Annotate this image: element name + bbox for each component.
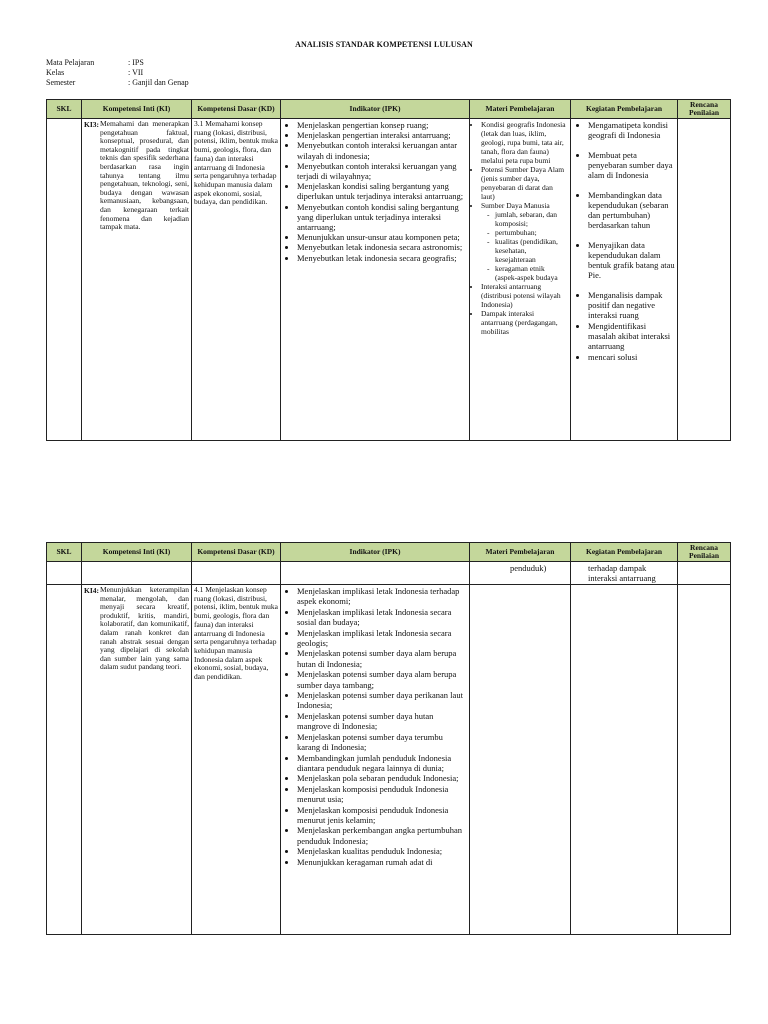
- header-ki: Kompetensi Inti (KI): [82, 543, 192, 562]
- cell-penilaian: [678, 562, 731, 585]
- ki-code: KI4:: [84, 586, 99, 595]
- kegiatan-item: • mencari solusi: [588, 352, 675, 362]
- cell-ipk: [281, 119, 470, 441]
- cell-skl: [47, 119, 82, 441]
- cell-materi: [470, 562, 571, 585]
- kegiatan-item: • Menyajikan data kependudukan dalam bentuk grafik batang atau Pie.: [588, 240, 675, 280]
- ipk-item: • Menjelaskan potensi sumber daya alam berupa hutan di Indonesia;: [297, 648, 467, 669]
- cell-materi: [470, 585, 571, 935]
- materi-item: • Interaksi antarruang (distribusi potensi wilayah Indonesia): [481, 282, 568, 309]
- cell-skl: [47, 585, 82, 935]
- ipk-item: • Menjelaskan potensi sumber daya alam berupa sumber daya tambang;: [297, 669, 467, 690]
- ipk-item: • Menjelaskan pola sebaran penduduk Indonesia;: [297, 773, 467, 783]
- ipk-item: • Menunjukkan keragaman rumah adat di: [297, 857, 467, 867]
- materi-subitem: - pertumbuhan;: [487, 228, 537, 237]
- skl-table-page-1: [46, 99, 731, 441]
- table-row: [47, 585, 731, 935]
- ipk-item: • Menjelaskan implikasi letak Indonesia terhadap aspek ekonomi;: [297, 586, 467, 607]
- header-ipk: Indikator (IPK): [281, 100, 470, 119]
- cell-ki: [82, 562, 192, 585]
- ki-text: Menunjukkan keterampilan menalar, mengolah, dan menyaji secara kreatif, produktif, kritis, mandiri, kolaboratif, dan komunikatif, dalam ranah konkret dan ranah abstrak sesuai dengan yang dipelajari di sekolah dan sumber lain yang sama dalam sudut pandang teori.: [100, 585, 189, 672]
- meta-row-subject: [46, 58, 189, 68]
- ipk-item: • Menunjukkan unsur-unsur atau komponen peta;: [297, 232, 467, 242]
- materi-subitem: - kualitas (pendidikan, kesehatan, kesejahteraan: [487, 237, 558, 264]
- kegiatan-continuation: terhadap dampak interaksi antarruang: [588, 563, 656, 583]
- ki-code: KI3:: [84, 120, 99, 129]
- ipk-item: • Menjelaskan implikasi letak Indonesia secara geologis;: [297, 628, 467, 649]
- cell-penilaian: [678, 585, 731, 935]
- cell-kegiatan: [571, 562, 678, 585]
- header-ipk: Indikator (IPK): [281, 543, 470, 562]
- header-kegiatan: Kegiatan Pembelajaran: [571, 543, 678, 562]
- materi-item: • Sumber Daya Manusia - jumlah, sebaran, dan komposisi; - pertumbuhan; - kualitas (pendidikan, kesehatan, kesejahteraan - keragaman etnik (aspek-aspek budaya: [481, 201, 568, 282]
- ipk-item: • Menjelaskan implikasi letak Indonesia secara sosial dan budaya;: [297, 607, 467, 628]
- meta-label: Semester: [46, 78, 76, 87]
- meta-row-class: [46, 68, 189, 78]
- ipk-item: • Menjelaskan kondisi saling bergantung yang diperlukan untuk terjadinya interaksi antarruang;: [297, 181, 467, 201]
- cell-kd: [192, 119, 281, 441]
- ipk-item: • Menyebutkan contoh interaksi keruangan antar wilayah di indonesia;: [297, 140, 467, 160]
- meta-label: Kelas: [46, 68, 65, 77]
- ipk-item: • Menjelaskan pengertian interaksi antarruang;: [297, 130, 467, 140]
- kd-text: 4.1 Menjelaskan konsep ruang (lokasi, distribusi, potensi, iklim, bentuk muka bumi, geologis, flora dan fauna) dan interaksi antarruang di Indonesia serta pengaruhnya terhadap kehidupan manusia Indonesia dalam aspek ekonomi, sosial, budaya, dan pendidikan.: [194, 585, 278, 682]
- header-kegiatan: Kegiatan Pembelajaran: [571, 100, 678, 119]
- document-title: ANALISIS STANDAR KOMPETENSI LULUSAN: [295, 40, 473, 49]
- cell-kd: [192, 585, 281, 935]
- skl-table-page-2: [46, 542, 731, 935]
- header-materi: Materi Pembelajaran: [470, 543, 571, 562]
- kd-text: 3.1 Memahami konsep ruang (lokasi, distribusi, potensi, iklim, bentuk muka bumi, geologis, flora, dan fauna) dan interaksi antarruang di Indonesia serta pengaruhnya terhadap kehidupan manusia dalam aspek ekonomi, sosial, budaya, dan pendidikan.: [194, 119, 278, 207]
- ipk-item: • Menjelaskan potensi sumber daya perikanan laut Indonesia;: [297, 690, 467, 711]
- materi-subitem: - jumlah, sebaran, dan komposisi;: [487, 210, 558, 228]
- cell-penilaian: [678, 119, 731, 441]
- ipk-item: • Menjelaskan pengertian konsep ruang;: [297, 120, 467, 130]
- ipk-item: • Menjelaskan potensi sumber daya terumbu karang di Indonesia;: [297, 732, 467, 753]
- header-ki: Kompetensi Inti (KI): [82, 100, 192, 119]
- kegiatan-item: • Membandingkan data kependudukan (sebaran dan pertumbuhan) berdasarkan tahun: [588, 190, 675, 230]
- header-skl: SKL: [47, 100, 82, 119]
- header-materi: Materi Pembelajaran: [470, 100, 571, 119]
- cell-materi: [470, 119, 571, 441]
- table-row: [47, 119, 731, 441]
- ipk-item: • Menjelaskan potensi sumber daya hutan mangrove di Indonesia;: [297, 711, 467, 732]
- ipk-item: • Menjelaskan komposisi penduduk Indonesia menurut usia;: [297, 784, 467, 805]
- ipk-item: • Menjelaskan komposisi penduduk Indonesia menurut jenis kelamin;: [297, 805, 467, 826]
- ipk-item: • Menjelaskan kualitas penduduk Indonesia;: [297, 846, 467, 856]
- cell-ipk: [281, 585, 470, 935]
- ipk-item: • Menyebutkan contoh kondisi saling bergantung yang diperlukan untuk terjadinya interaksi antarruang;: [297, 202, 467, 233]
- materi-item: • Kondisi geografis Indonesia (letak dan luas, iklim, geologi, rupa bumi, tata air, tanah, flora dan fauna) melalui peta rupa bumi: [481, 120, 568, 165]
- meta-value: : VII: [128, 68, 144, 77]
- meta-value: : IPS: [128, 58, 144, 67]
- ipk-item: • Menyebutkan letak indonesia secara geografis;: [297, 253, 467, 263]
- materi-item: • Potensi Sumber Daya Alam (jenis sumber daya, penyebaran di darat dan laut): [481, 165, 568, 201]
- meta-row-semester: [46, 78, 189, 88]
- cell-ki: [82, 119, 192, 441]
- kegiatan-item: • Mengamatipeta kondisi geografi di Indonesia: [588, 120, 675, 140]
- meta-value: : Ganjil dan Genap: [128, 78, 189, 87]
- materi-item: • Dampak interaksi antarruang (perdagangan, mobilitas: [481, 309, 568, 336]
- kegiatan-item: • Menganalisis dampak positif dan negative interaksi ruang: [588, 290, 675, 320]
- cell-ki: [82, 585, 192, 935]
- kegiatan-item: • Mengidentifikasi masalah akibat interaksi antarruang: [588, 321, 675, 351]
- meta-label: Mata Pelajaran: [46, 58, 95, 67]
- table-header-row: [47, 543, 731, 562]
- cell-skl: [47, 562, 82, 585]
- ipk-item: • Membandingkan jumlah penduduk Indonesia diantara penduduk negara lainnya di dunia;: [297, 753, 467, 774]
- cell-kegiatan: [571, 119, 678, 441]
- table-row-continuation: [47, 562, 731, 585]
- materi-continuation: penduduk): [510, 563, 547, 573]
- ipk-item: • Menjelaskan perkembangan angka pertumbuhan penduduk Indonesia;: [297, 825, 467, 846]
- ipk-item: • Menyebutkan letak indonesia secara astronomis;: [297, 242, 467, 252]
- header-penilaian: Rencana Penilaian: [678, 100, 731, 119]
- kegiatan-item: • Membuat peta penyebaran sumber daya alam di Indonesia: [588, 150, 675, 180]
- document-meta: [46, 58, 189, 88]
- header-kd: Kompetensi Dasar (KD): [192, 543, 281, 562]
- header-penilaian: Rencana Penilaian: [678, 543, 731, 562]
- header-kd: Kompetensi Dasar (KD): [192, 100, 281, 119]
- cell-kd: [192, 562, 281, 585]
- materi-subitem: - keragaman etnik (aspek-aspek budaya: [487, 264, 558, 282]
- ipk-item: • Menyebutkan contoh interaksi keruangan yang terjadi di wilayahnya;: [297, 161, 467, 181]
- ki-text: Memahami dan menerapkan pengetahuan faktual, konseptual, prosedural, dan metakognitif pada tingkat teknis dan spesifik sederhana berdasarkan rasa ingin tahunya tentang ilmu pengetahuan, teknologi, seni, budaya dengan wawasan kemanusiaan, kebangsaan, dan kenegaraan terkait fenomena dan kejadian tampak mata.: [100, 119, 189, 232]
- cell-ipk: [281, 562, 470, 585]
- header-skl: SKL: [47, 543, 82, 562]
- table-header-row: [47, 100, 731, 119]
- cell-kegiatan: [571, 585, 678, 935]
